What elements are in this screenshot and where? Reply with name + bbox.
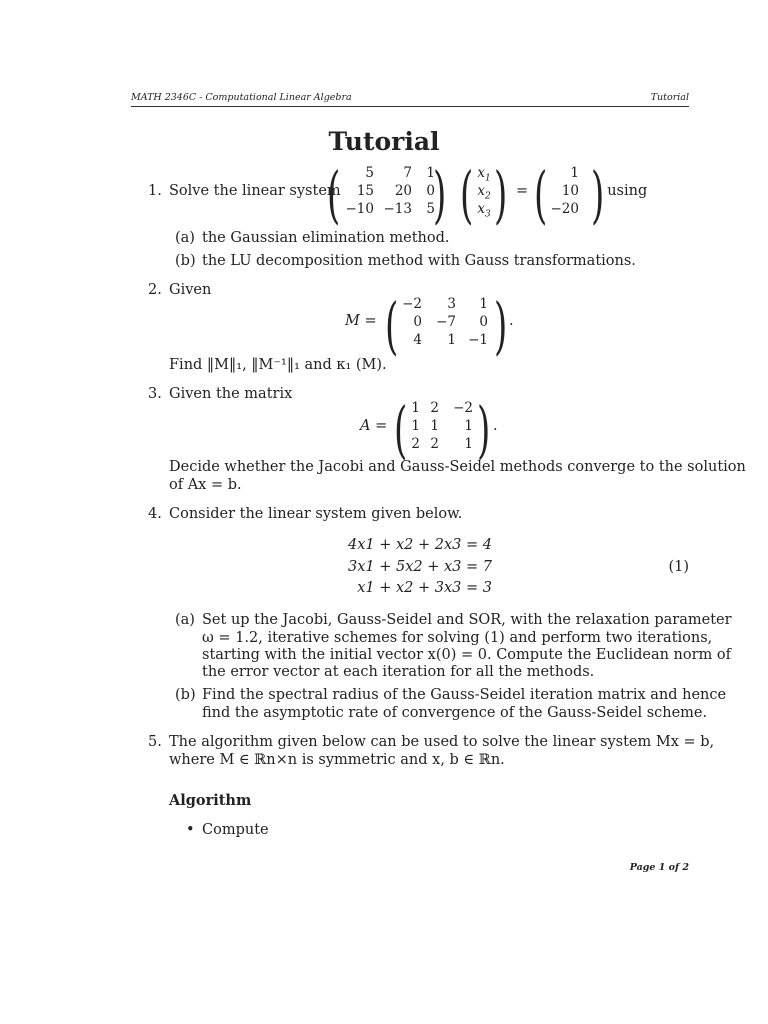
q1-text: Solve the linear system [169,183,341,199]
q2-m-12: 3 [447,296,456,312]
q1-m-33: 5 [426,201,435,217]
algorithm-heading: Algorithm [169,792,252,809]
q3-m-31: 2 [411,436,420,452]
q4-number: 4. [148,506,162,522]
q1-m-22: 20 [394,183,412,199]
q4b-line2: find the asymptotic rate of convergence of the Gauss-Seidel scheme. [202,705,708,721]
q2-lhs: M = [345,313,377,329]
q1-x2: $x_2$ [477,183,491,202]
q1-m-21: 15 [356,183,374,199]
q3-m-33: 1 [464,436,473,452]
q4-eq-1: 4x1 + x2 + 2x3 = 4 [348,537,492,553]
q3-m-32: 2 [430,436,439,452]
q1-m-13: 1 [426,165,435,181]
q4a-label: (a) [175,612,195,628]
course-header: MATH 2346C - Computational Linear Algebra [131,92,352,103]
q5-number: 5. [148,734,162,750]
q3-line2: of Ax = b. [169,477,242,493]
q1b-text: the LU decomposition method with Gauss transformations. [202,253,636,269]
q1a-label: (a) [175,230,195,246]
q1-m-11: 5 [365,165,374,181]
q2-period: . [509,313,514,329]
q1-rhs-3: −20 [550,201,579,217]
q1-m-31: −10 [345,201,374,217]
q1-equals: = [516,183,529,199]
q2-m-21: 0 [413,314,422,330]
q2-m-23: 0 [479,314,488,330]
bullet-text: Compute [202,822,269,838]
q1-m-32: −13 [383,201,412,217]
q1-x1: $x_1$ [477,165,491,184]
q2-text: Given [169,282,212,298]
q3-m-21: 1 [411,418,420,434]
q1-suffix: , using [598,183,648,199]
header-right: Tutorial [650,92,689,103]
q3-m-22: 1 [430,418,439,434]
q3-m-13: −2 [453,400,473,416]
q4b-line1: Find the spectral radius of the Gauss-Seidel iteration matrix and hence [202,687,727,703]
page-number: Page 1 of 2 [629,862,689,873]
page-title: Tutorial [328,127,440,156]
q3-period: . [493,418,498,434]
q2-m-11: −2 [402,296,422,312]
q2-m-32: 1 [447,332,456,348]
q2-number: 2. [148,282,162,298]
q4b-label: (b) [175,687,196,703]
q1-x3: $x_3$ [477,201,491,220]
q4a-line3: starting with the initial vector x(0) = 0. Compute the Euclidean norm of [202,647,732,663]
q4-text: Consider the linear system given below. [169,506,463,522]
q3-text: Given the matrix [169,386,293,402]
q4a-line1: Set up the Jacobi, Gauss-Seidel and SOR, with the relaxation parameter [202,612,732,628]
q1-m-23: 0 [426,183,435,199]
q1-rhs-2: 10 [561,183,579,199]
q2-m-33: −1 [468,332,488,348]
q1a-text: the Gaussian elimination method. [202,230,450,246]
q5-line2: where M ∈ ℝn×n is symmetric and x, b ∈ ℝn. [169,752,505,768]
q4-eq-3: x1 + x2 + 3x3 = 3 [357,580,492,596]
q2-m-31: 4 [413,332,422,348]
q3-m-12: 2 [430,400,439,416]
q4-eq-number: (1) [668,559,689,575]
q1-m-12: 7 [403,165,412,181]
q2-m-22: −7 [436,314,456,330]
q1-number: 1. [148,183,162,199]
header-rule [131,106,689,107]
q5-line1: The algorithm given below can be used to solve the linear system Mx = b, [169,734,715,750]
q1b-label: (b) [175,253,196,269]
q3-lhs: A = [360,418,388,434]
q1-rhs-1: 1 [570,165,579,181]
q3-m-11: 1 [411,400,420,416]
bullet-icon: • [186,822,195,838]
q3-m-23: 1 [464,418,473,434]
q2-m-13: 1 [479,296,488,312]
q4-eq-2: 3x1 + 5x2 + x3 = 7 [348,559,492,575]
q3-number: 3. [148,386,162,402]
q3-line1: Decide whether the Jacobi and Gauss-Seidel methods converge to the solution [169,459,746,475]
q2-find: Find ‖M‖₁, ‖M⁻¹‖₁ and κ₁ (M). [169,357,387,373]
q4a-line4: the error vector at each iteration for all the methods. [202,664,595,680]
q4a-line2: ω = 1.2, iterative schemes for solving (1) and perform two iterations, [202,630,713,646]
